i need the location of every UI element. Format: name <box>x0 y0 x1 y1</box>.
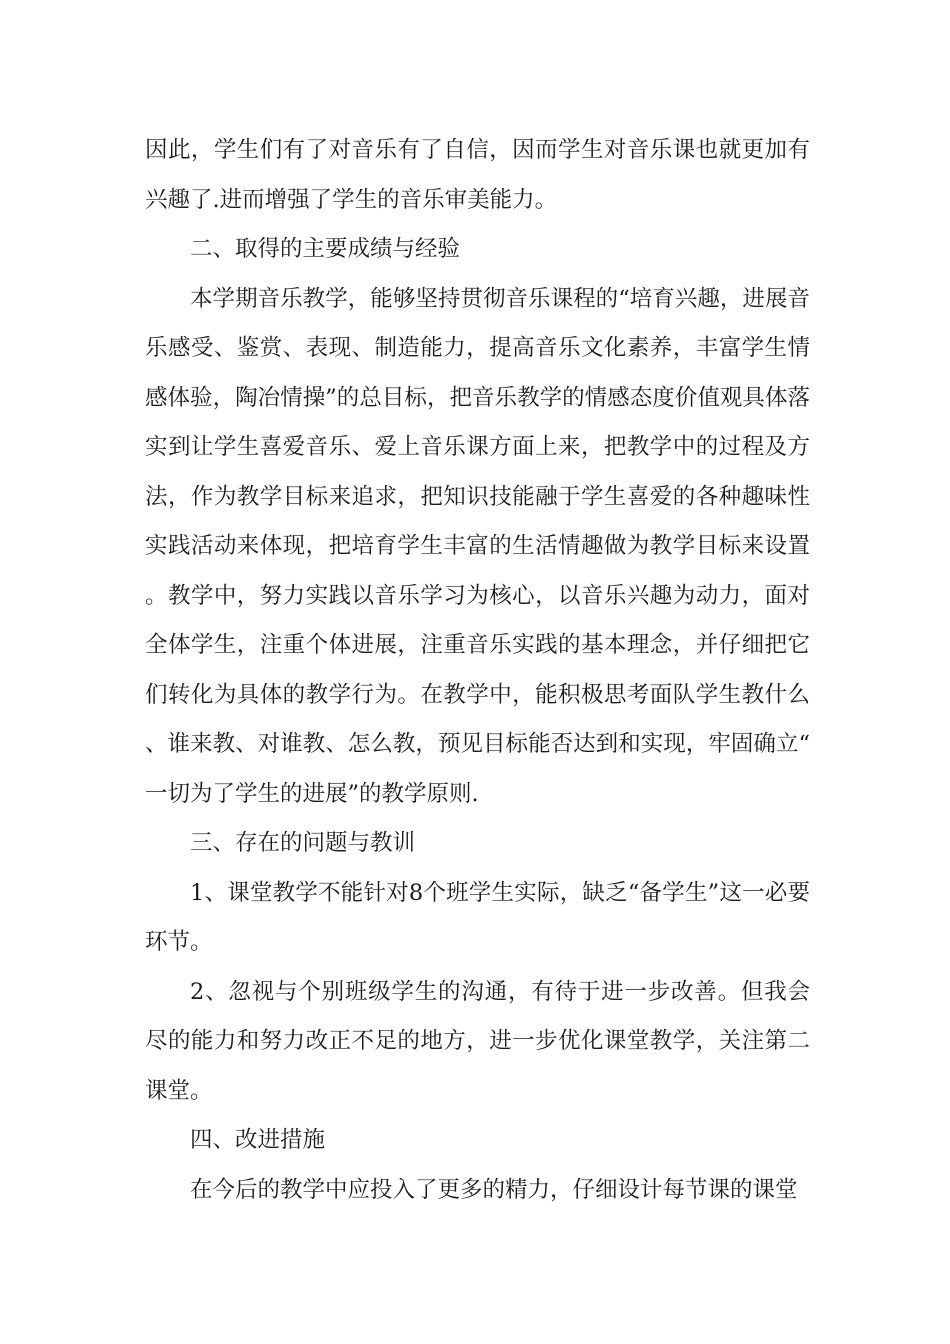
paragraph-achievements: 本学期音乐教学，能够坚持贯彻音乐课程的“培育兴趣，进展音乐感受、鉴赏、表现、制造能力，提高音乐文化素养，丰富学生情感体验，陶冶情操”的总目标，把音乐教学的情感态度价值观具体落实到让学生喜爱音乐、爱上音乐课方面上来，把教学中的过程及方法，作为教学目标来追求，把知识技能融于学生喜爱的各种趣味性实践活动来体现，把培育学生丰富的生活情趣做为教学目标来设置。教学中，努力实践以音乐学习为核心，以音乐兴趣为动力，面对全体学生，注重个体进展，注重音乐实践的基本理念，并仔细把它们转化为具体的教学行为。在教学中，能积极思考面队学生教什么、谁来教、对谁教、怎么教，预见目标能否达到和实现，牢固确立“一切为了学生的进展”的教学原则. <box>145 285 810 807</box>
paragraph-intro: 因此，学生们有了对音乐有了自信，因而学生对音乐课也就更加有兴趣了.进而增强了学生的音乐审美能力。 <box>145 137 810 213</box>
document-body <box>145 126 810 1215</box>
paragraph-improvements: 在今后的教学中应投入了更多的精力，仔细设计每节课的课堂 <box>190 1176 798 1203</box>
section-heading-improvements: 四、改进措施 <box>190 1127 326 1153</box>
section-heading-problems: 三、存在的问题与教训 <box>190 830 416 856</box>
section-heading-achievements: 二、取得的主要成绩与经验 <box>190 236 461 262</box>
paragraph-problem-2: 2、忽视与个别班级学生的沟通，有待于进一步改善。但我会尽的能力和努力改正不足的地方，进一步优化课堂教学，关注第二课堂。 <box>145 978 810 1104</box>
paragraph-problem-1: 1、课堂教学不能针对8个班学生实际，缺乏“备学生”这一必要环节。 <box>145 879 810 955</box>
